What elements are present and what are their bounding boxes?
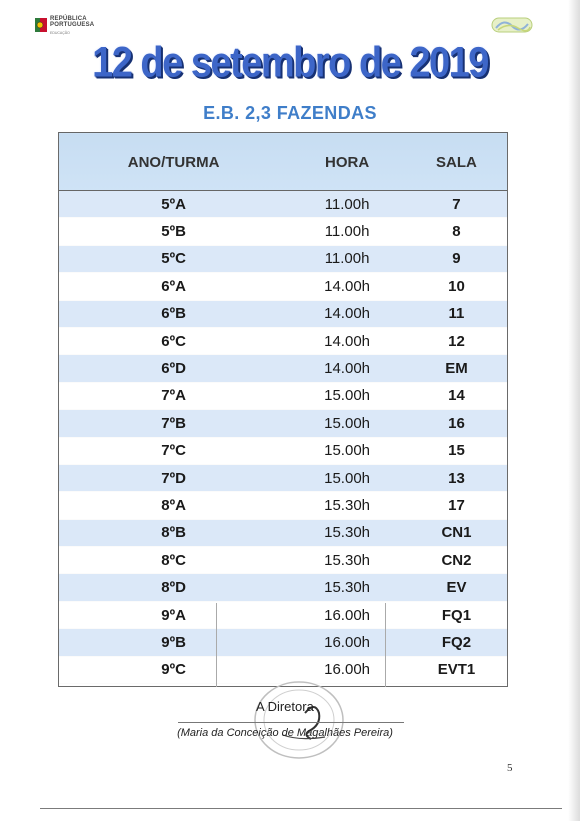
logo-subtext: EDUCAÇÃO (50, 30, 70, 35)
table-header-row (58, 133, 508, 191)
table-row (58, 410, 508, 437)
logo-text-line1: REPÚBLICA (50, 16, 87, 22)
turma-cell: 7ºB (58, 410, 289, 437)
hora-cell: 14.00h (289, 327, 405, 354)
turma-cell: 5ºC (58, 245, 289, 272)
turma-cell: 7ºA (58, 382, 289, 409)
sala-cell: 17 (405, 492, 508, 519)
turma-cell: 7ºC (58, 437, 289, 464)
school-name: E.B. 2,3 FAZENDAS (203, 103, 377, 123)
table-row (58, 245, 508, 272)
republica-portuguesa-logo (34, 16, 94, 35)
table-row (58, 355, 508, 382)
turma-cell: 5ºA (58, 191, 289, 218)
table-row (58, 519, 508, 546)
table-row (58, 273, 508, 300)
director-name: (Maria da Conceição de Magalhães Pereira) (177, 727, 393, 739)
hora-cell: 15.00h (289, 382, 405, 409)
hora-cell: 15.30h (289, 519, 405, 546)
sala-cell: 16 (405, 410, 508, 437)
table-row (58, 191, 508, 218)
sala-cell: 13 (405, 464, 508, 491)
hora-cell: 15.30h (289, 547, 405, 574)
school-badge-icon (490, 14, 534, 36)
turma-cell: 6ºC (58, 327, 289, 354)
hora-cell: 16.00h (289, 629, 405, 656)
turma-cell: 6ºB (58, 300, 289, 327)
turma-cell: 8ºD (58, 574, 289, 601)
hora-cell: 16.00h (289, 601, 405, 628)
column-divider (385, 603, 386, 687)
hora-cell: 16.00h (289, 656, 405, 683)
sala-cell: 15 (405, 437, 508, 464)
header-hora: HORA (289, 133, 405, 191)
sala-cell: 11 (405, 300, 508, 327)
hora-cell: 14.00h (289, 300, 405, 327)
table-row (58, 327, 508, 354)
sala-cell: 7 (405, 191, 508, 218)
sala-cell: FQ2 (405, 629, 508, 656)
hora-cell: 11.00h (289, 191, 405, 218)
footer-line (40, 808, 562, 809)
hora-cell: 11.00h (289, 245, 405, 272)
table-row (58, 382, 508, 409)
hora-cell: 15.00h (289, 464, 405, 491)
sala-cell: CN2 (405, 547, 508, 574)
stamp-icon (245, 677, 353, 763)
sala-cell: 12 (405, 327, 508, 354)
table-row (58, 547, 508, 574)
sala-cell: 8 (405, 218, 508, 245)
column-divider (216, 603, 217, 687)
hora-cell: 15.00h (289, 410, 405, 437)
table-row (58, 300, 508, 327)
sala-cell: 14 (405, 382, 508, 409)
hora-cell: 15.30h (289, 492, 405, 519)
page-number: 5 (507, 762, 513, 774)
table-row (58, 629, 508, 656)
turma-cell: 6ºD (58, 355, 289, 382)
table-row (58, 464, 508, 491)
sala-cell: CN1 (405, 519, 508, 546)
table-row (58, 574, 508, 601)
schedule-table (58, 132, 508, 684)
header-sala: SALA (405, 133, 508, 191)
signature-line (178, 722, 404, 723)
turma-cell: 8ºB (58, 519, 289, 546)
turma-cell: 9ºB (58, 629, 289, 656)
table-row (58, 492, 508, 519)
sala-cell: 9 (405, 245, 508, 272)
turma-cell: 9ºA (58, 601, 289, 628)
sala-cell: 10 (405, 273, 508, 300)
logo-text-line2: PORTUGUESA (50, 22, 95, 29)
sala-cell: FQ1 (405, 601, 508, 628)
turma-cell: 5ºB (58, 218, 289, 245)
header-ano-turma: ANO/TURMA (58, 133, 289, 191)
sala-cell: EV (405, 574, 508, 601)
director-title: A Diretora (256, 699, 314, 714)
sala-cell: EM (405, 355, 508, 382)
turma-cell: 7ºD (58, 464, 289, 491)
table-row (58, 437, 508, 464)
hora-cell: 14.00h (289, 355, 405, 382)
turma-cell: 6ºA (58, 273, 289, 300)
hora-cell: 11.00h (289, 218, 405, 245)
hora-cell: 15.30h (289, 574, 405, 601)
hora-cell: 14.00h (289, 273, 405, 300)
turma-cell: 8ºC (58, 547, 289, 574)
turma-cell: 9ºC (58, 656, 289, 683)
republic-logo-icon (34, 16, 48, 34)
hora-cell: 15.00h (289, 437, 405, 464)
table-row (58, 218, 508, 245)
page-title: 12 de setembro de 2019 (92, 39, 488, 87)
sala-cell: EVT1 (405, 656, 508, 683)
turma-cell: 8ºA (58, 492, 289, 519)
table-row (58, 601, 508, 628)
